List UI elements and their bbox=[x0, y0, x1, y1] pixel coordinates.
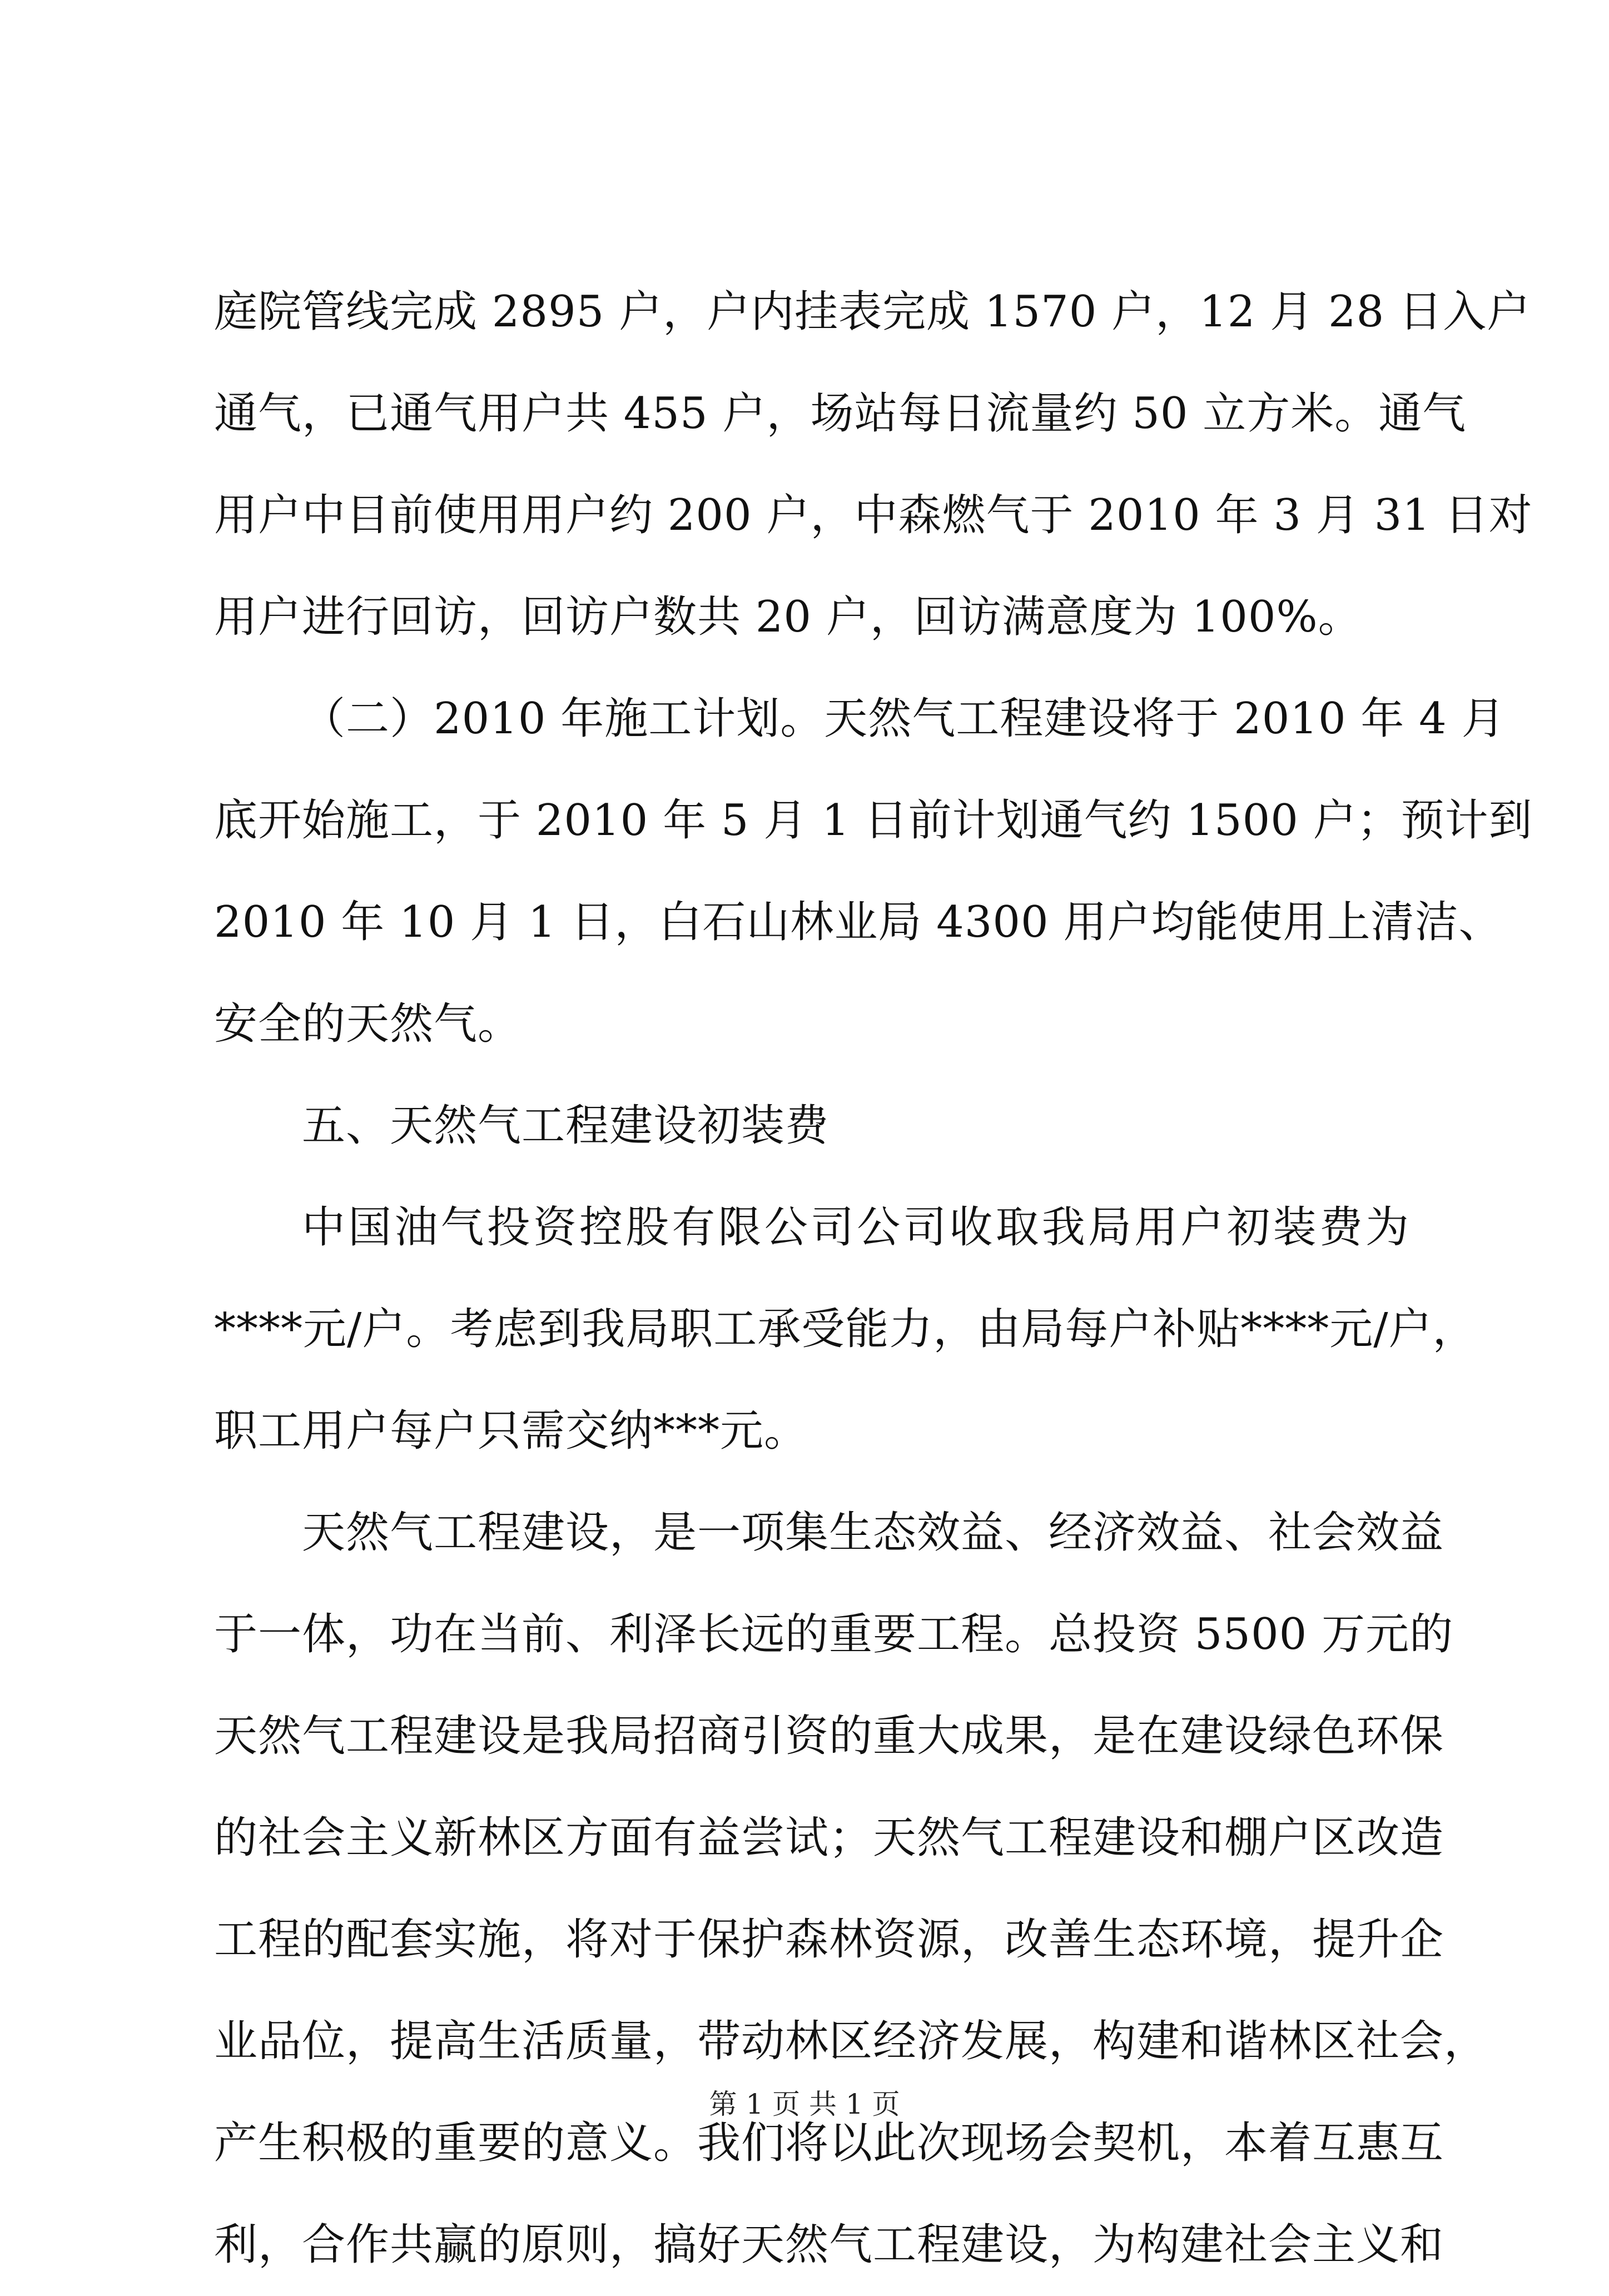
page-footer: 第 1 页 共 1 页 bbox=[709, 2088, 900, 2120]
text-line: 利，合作共赢的原则，搞好天然气工程建设，为构建社会主义和 bbox=[214, 2220, 1444, 2270]
text-line: 天然气工程建设是我局招商引资的重大成果，是在建设绿色环保 bbox=[214, 1711, 1444, 1761]
text-line: 底开始施工，于 2010 年 5 月 1 日前计划通气约 1500 户；预计到 bbox=[214, 796, 1533, 846]
text-line: 的社会主义新林区方面有益尝试；天然气工程建设和棚户区改造 bbox=[214, 1813, 1444, 1863]
text-line: 工程的配套实施，将对于保护森林资源，改善生态环境，提升企 bbox=[214, 1915, 1444, 1965]
text-line: 于一体，功在当前、利泽长远的重要工程。总投资 5500 万元的 bbox=[214, 1609, 1454, 1659]
text-line: 庭院管线完成 2895 户，户内挂表完成 1570 户，12 月 28 日入户 bbox=[214, 287, 1531, 337]
text-line: 中国油气投资控股有限公司公司收取我局用户初装费为 bbox=[302, 1202, 1409, 1253]
text-line: 职工用户每户只需交纳***元。 bbox=[214, 1406, 808, 1456]
section-heading: 五、天然气工程建设初装费 bbox=[302, 1101, 830, 1151]
text-line: 安全的天然气。 bbox=[214, 999, 522, 1049]
document-body bbox=[214, 261, 1533, 2296]
text-line: 产生积极的重要的意义。我们将以此次现场会契机，本着互惠互 bbox=[214, 2118, 1444, 2168]
text-line: 用户中目前使用用户约 200 户，中森燃气于 2010 年 3 月 31 日对 bbox=[214, 490, 1533, 540]
text-line: 天然气工程建设，是一项集生态效益、经济效益、社会效益 bbox=[302, 1508, 1444, 1558]
text-line: ****元/户。考虑到我局职工承受能力，由局每户补贴****元/户， bbox=[214, 1304, 1477, 1354]
text-line: 业品位，提高生活质量，带动林区经济发展，构建和谐林区社会， bbox=[214, 2016, 1488, 2066]
text-line: 2010 年 10 月 1 日，白石山林业局 4300 用户均能使用上清洁、 bbox=[214, 897, 1503, 947]
text-line: 通气，已通气用户共 455 户，场站每日流量约 50 立方米。通气 bbox=[214, 389, 1467, 439]
text-line: 用户进行回访，回访户数共 20 户，回访满意度为 100%。 bbox=[214, 592, 1362, 642]
text-line: （二）2010 年施工计划。天然气工程建设将于 2010 年 4 月 bbox=[302, 694, 1506, 744]
